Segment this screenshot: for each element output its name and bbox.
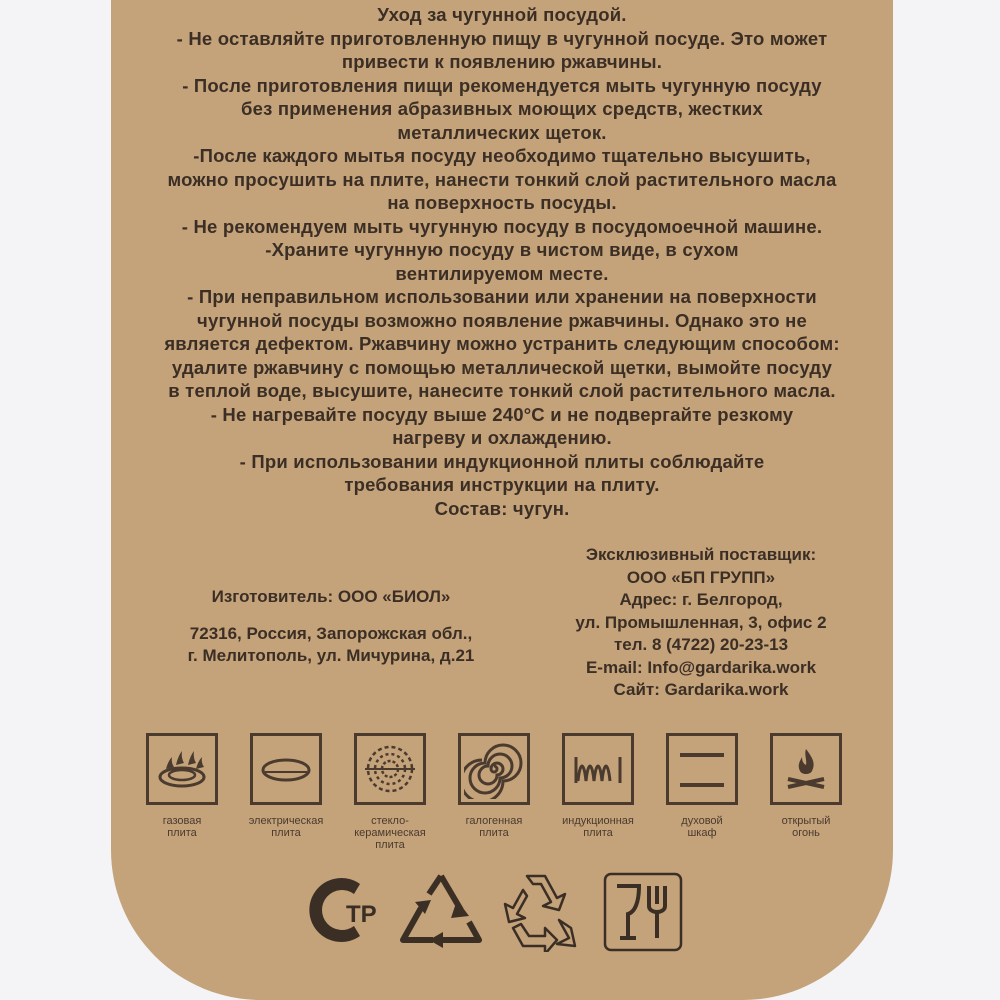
hob-induction — [559, 733, 637, 839]
supplier-address2: ул. Промышленная, 3, офис 2 — [575, 612, 827, 632]
supplier-email: E-mail: Info@gardarika.work — [585, 657, 817, 677]
food-safe-icon — [603, 872, 683, 957]
care-line: нагреву и охлаждению. — [392, 427, 612, 448]
supplier-title: Эксклюзивный поставщик: — [585, 545, 817, 564]
care-line: - Не нагревайте посуду выше 240°С и не подвергайте резкому — [210, 403, 794, 425]
care-line: - При неправильном использовании или хранении на поверхности — [187, 286, 817, 307]
glass-ceramic-hob-icon — [354, 733, 426, 805]
supplier-phone: тел. 8 (4722) 20-23-13 — [613, 635, 789, 654]
hob-caption: индукционная плита — [562, 815, 634, 839]
care-line: -Храните чугунную посуду в чистом виде, в сухом — [265, 239, 739, 260]
care-line: в теплой воде, высушите, нанесите тонкий слой растительного масла. — [168, 380, 836, 401]
care-line: можно просушить на плите, нанести тонкий слой растительного масла — [167, 168, 837, 190]
manufacturer-address-line1: 72316, Россия, Запорожская обл., — [189, 623, 473, 643]
hob-caption: газовая плита — [162, 815, 202, 839]
care-line: без применения абразивных моющих средств, жестких — [240, 98, 763, 119]
supplier-address1: Адрес: г. Белгород, — [619, 590, 783, 609]
care-line: удалите ржавчину с помощью металлической щетки, вымойте посуду — [171, 356, 833, 378]
hob-oven — [663, 733, 741, 839]
hob-caption: открытый огонь — [781, 815, 831, 839]
care-line: привести к появлению ржавчины. — [341, 51, 663, 72]
halogen-hob-icon — [458, 733, 530, 805]
eac-certification-icon — [304, 870, 386, 955]
hob-electric — [247, 733, 325, 839]
care-line: - После приготовления пищи рекомендуется мыть чугунную посуду — [182, 74, 822, 96]
hob-caption: стекло- керамическая плита — [354, 815, 426, 851]
care-line: требования инструкции на плиту. — [344, 474, 660, 495]
induction-hob-icon — [562, 733, 634, 805]
hob-caption: галогенная плита — [465, 815, 523, 839]
oven-icon — [666, 733, 738, 805]
care-line: является дефектом. Ржавчину можно устранить следующим способом: — [164, 333, 840, 354]
hob-open-fire — [767, 733, 845, 839]
care-title: Уход за чугунной посудой. — [377, 4, 627, 25]
cert-mark-text: ТР — [346, 901, 377, 928]
supplier-block — [501, 544, 893, 702]
care-line: - При использовании индукционной плиты соблюдайте — [239, 450, 765, 472]
kraft-label — [111, 0, 893, 1000]
care-line: вентилируемом месте. — [395, 262, 609, 284]
care-instructions — [111, 3, 893, 520]
hob-glass-ceramic — [351, 733, 429, 851]
supplier-site: Сайт: Gardarika.work — [613, 680, 789, 699]
care-line: на поверхность посуды. — [387, 192, 617, 213]
hob-gas — [143, 733, 221, 839]
electric-hob-icon — [250, 733, 322, 805]
recycle-arrows-icon — [499, 870, 581, 957]
care-line: -После каждого мытья посуду необходимо тщательно высушить, — [193, 145, 811, 166]
hob-halogen — [455, 733, 533, 839]
hob-caption: электрическая плита — [248, 815, 324, 839]
care-line: - Не оставляйте приготовленную пищу в чугунной посуде. Это может — [176, 27, 828, 49]
supplier-company: ООО «БП ГРУПП» — [626, 567, 776, 587]
care-line: - Не рекомендуем мыть чугунную посуду в посудомоечной машине. — [181, 215, 823, 237]
manufacturer-block — [111, 586, 551, 668]
manufacturer-title: Изготовитель: ООО «БИОЛ» — [211, 587, 451, 606]
manufacturer-address-line2: г. Мелитополь, ул. Мичурина, д.21 — [187, 646, 475, 665]
open-fire-icon — [770, 733, 842, 805]
care-line: Состав: чугун. — [434, 497, 570, 519]
care-line: чугунной посуды возможно появление ржавчины. Однако это не — [197, 309, 807, 331]
gas-burner-icon — [146, 733, 218, 805]
care-line: металлических щеток. — [397, 121, 607, 143]
hob-caption: духовой шкаф — [681, 815, 723, 839]
recycle-triangle-icon — [399, 872, 483, 953]
